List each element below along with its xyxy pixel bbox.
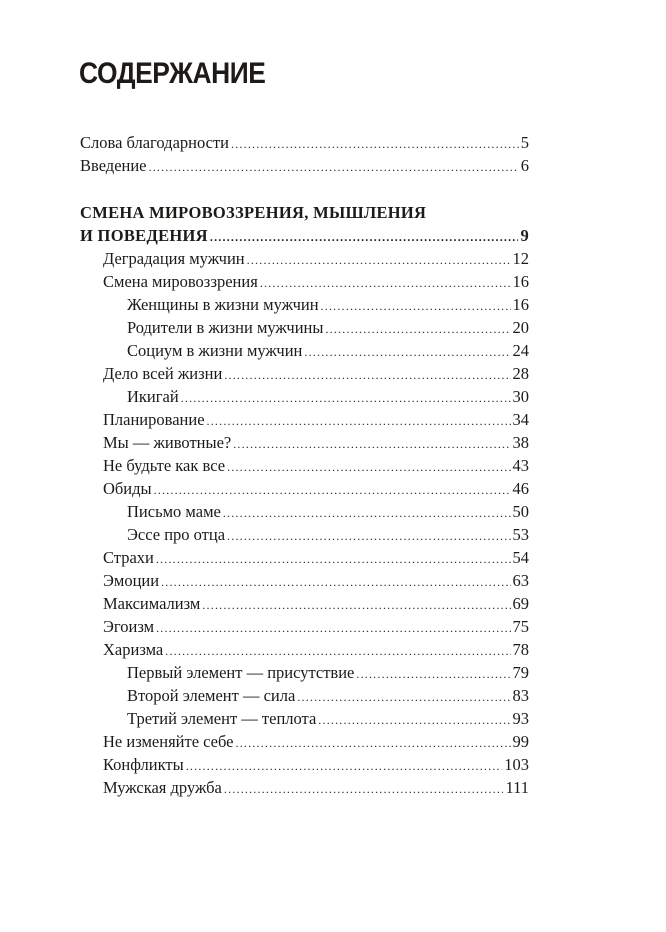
entry-page-number: 16 [512, 295, 529, 314]
dot-leader [321, 295, 511, 318]
dot-leader [297, 686, 510, 709]
toc-entry[interactable] [80, 638, 529, 661]
entry-page-number: 54 [512, 548, 529, 567]
section-heading-line2: И ПОВЕДЕНИЯ [80, 226, 208, 245]
entry-page-number: 6 [520, 156, 529, 175]
entry-page-number: 75 [512, 617, 529, 636]
toc-entry[interactable] [80, 615, 529, 638]
entry-page-number: 28 [512, 364, 529, 383]
toc-entry[interactable] [80, 431, 529, 454]
toc-entry[interactable] [80, 684, 529, 707]
dot-leader [233, 433, 510, 456]
toc-entry[interactable] [80, 592, 529, 615]
dot-leader [247, 249, 511, 272]
toc-entry[interactable] [80, 362, 529, 385]
entry-title: Эгоизм [103, 617, 155, 636]
toc-entry[interactable] [80, 247, 529, 270]
entry-title: Максимализм [103, 594, 201, 613]
toc-entry[interactable] [80, 776, 529, 799]
entry-title: Социум в жизни мужчин [127, 341, 303, 360]
section-heading-line1: СМЕНА МИРОВОЗЗРЕНИЯ, МЫШЛЕНИЯ [80, 203, 427, 222]
dot-leader [356, 663, 510, 686]
entry-title: Эмоции [103, 571, 160, 590]
toc-entry[interactable] [80, 523, 529, 546]
entry-title: Эссе про отца [127, 525, 226, 544]
toc-entry[interactable] [80, 270, 529, 293]
toc-entry[interactable] [80, 753, 529, 776]
entry-title: Деградация мужчин [103, 249, 245, 268]
toc-entry[interactable] [80, 339, 529, 362]
dot-leader [154, 479, 511, 502]
entry-page-number: 30 [512, 387, 529, 406]
chapter-list [80, 247, 529, 799]
entry-page-number: 53 [512, 525, 529, 544]
toc-entry[interactable] [80, 546, 529, 569]
entry-title: Не будьте как все [103, 456, 226, 475]
entry-page-number: 34 [512, 410, 529, 429]
entry-page-number: 63 [512, 571, 529, 590]
entry-title: Второй элемент — сила [127, 686, 296, 705]
toc-entry[interactable] [80, 385, 529, 408]
spacer [80, 177, 529, 201]
entry-title: Не изменяйте себе [103, 732, 234, 751]
entry-title: Письмо маме [127, 502, 221, 521]
entry-title: Мужская дружба [103, 778, 222, 797]
toc-entry[interactable] [80, 730, 529, 753]
toc-entry[interactable] [80, 569, 529, 592]
entry-page-number: 83 [512, 686, 529, 705]
entry-title: Дело всей жизни [103, 364, 223, 383]
entry-title: Планирование [103, 410, 205, 429]
dot-leader [260, 272, 511, 295]
toc-entry[interactable] [80, 316, 529, 339]
entry-page-number: 79 [512, 663, 529, 682]
entry-page-number: 16 [512, 272, 529, 291]
dot-leader [236, 732, 511, 755]
entry-title: Третий элемент — теплота [127, 709, 317, 728]
toc-entry[interactable] [80, 661, 529, 684]
entry-title: Икигай [127, 387, 179, 406]
dot-leader [156, 548, 511, 571]
dot-leader [165, 640, 510, 663]
dot-leader [224, 778, 504, 801]
dot-leader [149, 156, 519, 179]
table-of-contents [80, 131, 529, 799]
entry-title: Введение [80, 156, 147, 175]
toc-entry[interactable] [80, 454, 529, 477]
entry-title: Харизма [103, 640, 164, 659]
dot-leader [156, 617, 510, 640]
entry-title: Первый элемент — присутствие [127, 663, 355, 682]
dot-leader [161, 571, 510, 594]
page-title: СОДЕРЖАНИЕ [79, 57, 266, 90]
entry-page-number: 50 [512, 502, 529, 521]
dot-leader [224, 364, 510, 387]
entry-page-number: 103 [504, 755, 529, 774]
section-heading-entry[interactable] [80, 224, 529, 247]
entry-title: Женщины в жизни мужчин [127, 295, 319, 314]
toc-entry[interactable] [80, 131, 529, 154]
entry-page-number: 20 [512, 318, 529, 337]
entry-page-number: 12 [512, 249, 529, 268]
entry-page-number: 46 [512, 479, 529, 498]
dot-leader [304, 341, 510, 364]
entry-title: Мы — животные? [103, 433, 232, 452]
front-matter-list [80, 131, 529, 177]
entry-page-number: 5 [520, 133, 529, 152]
entry-title: Родители в жизни мужчины [127, 318, 324, 337]
entry-page-number: 43 [512, 456, 529, 475]
toc-entry[interactable] [80, 293, 529, 316]
toc-entry[interactable] [80, 477, 529, 500]
entry-page-number: 38 [512, 433, 529, 452]
dot-leader [186, 755, 503, 778]
toc-entry[interactable] [80, 154, 529, 177]
entry-title: Конфликты [103, 755, 184, 774]
dot-leader [318, 709, 510, 732]
dot-leader [227, 525, 510, 548]
dot-leader [210, 226, 519, 249]
dot-leader [202, 594, 510, 617]
dot-leader [325, 318, 510, 341]
entry-page-number: 111 [505, 778, 529, 797]
entry-title: Смена мировоззрения [103, 272, 258, 291]
entry-title: Страхи [103, 548, 154, 567]
entry-page-number: 99 [512, 732, 529, 751]
entry-title: Обиды [103, 479, 152, 498]
entry-page-number: 69 [512, 594, 529, 613]
dot-leader [227, 456, 510, 479]
entry-page-number: 78 [512, 640, 529, 659]
dot-leader [231, 133, 519, 156]
entry-page-number: 93 [512, 709, 529, 728]
dot-leader [181, 387, 511, 410]
dot-leader [207, 410, 511, 433]
entry-title: Слова благодарности [80, 133, 230, 152]
toc-entry[interactable] [80, 408, 529, 431]
section-page-number: 9 [520, 226, 529, 245]
toc-entry[interactable] [80, 500, 529, 523]
toc-entry[interactable] [80, 707, 529, 730]
dot-leader [223, 502, 511, 525]
entry-page-number: 24 [512, 341, 529, 360]
